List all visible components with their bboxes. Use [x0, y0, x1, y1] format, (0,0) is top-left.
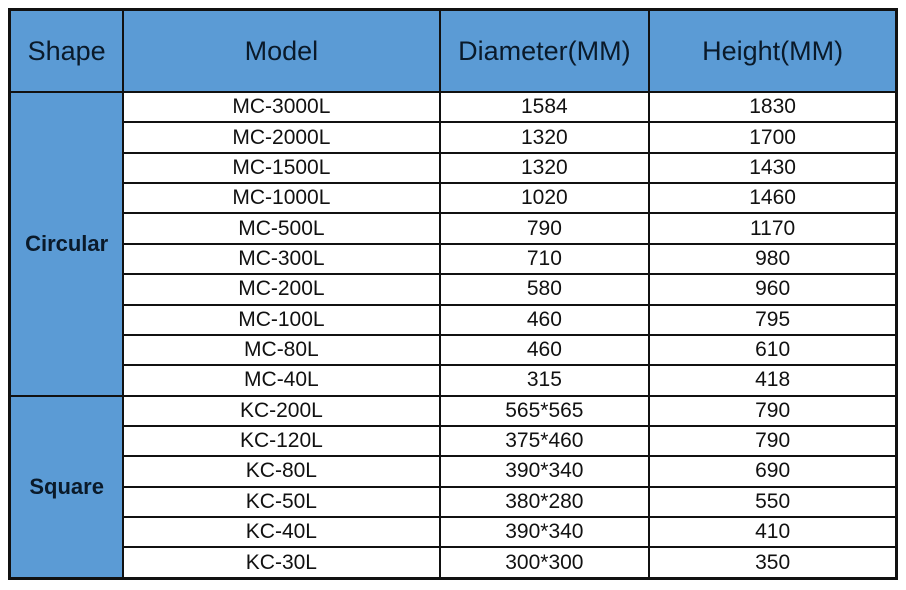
model-cell: MC-1500L [123, 153, 439, 183]
model-cell: MC-300L [123, 244, 439, 274]
table-row [10, 396, 897, 426]
table-row [10, 153, 897, 183]
table-row [10, 213, 897, 243]
height-cell: 1430 [649, 153, 896, 183]
shape-cell: Circular [10, 92, 124, 396]
diameter-cell: 380*280 [440, 487, 650, 517]
model-cell: MC-2000L [123, 122, 439, 152]
height-cell: 1830 [649, 92, 896, 122]
diameter-cell: 315 [440, 365, 650, 395]
diameter-cell: 375*460 [440, 426, 650, 456]
height-cell: 350 [649, 547, 896, 578]
table-row [10, 426, 897, 456]
height-cell: 1170 [649, 213, 896, 243]
diameter-cell: 390*340 [440, 456, 650, 486]
table-row [10, 122, 897, 152]
table-row [10, 335, 897, 365]
height-cell: 790 [649, 426, 896, 456]
header-height: Height(MM) [649, 10, 896, 93]
diameter-cell: 565*565 [440, 396, 650, 426]
model-cell: MC-40L [123, 365, 439, 395]
table-row [10, 305, 897, 335]
height-cell: 610 [649, 335, 896, 365]
height-cell: 410 [649, 517, 896, 547]
table-row [10, 547, 897, 578]
model-cell: KC-40L [123, 517, 439, 547]
height-cell: 790 [649, 396, 896, 426]
model-cell: KC-50L [123, 487, 439, 517]
height-cell: 1460 [649, 183, 896, 213]
model-cell: MC-500L [123, 213, 439, 243]
model-cell: KC-30L [123, 547, 439, 578]
height-cell: 960 [649, 274, 896, 304]
shape-cell: Square [10, 396, 124, 579]
header-model: Model [123, 10, 439, 93]
table-row [10, 274, 897, 304]
diameter-cell: 300*300 [440, 547, 650, 578]
table-row [10, 244, 897, 274]
table-row [10, 92, 897, 122]
diameter-cell: 710 [440, 244, 650, 274]
header-diameter: Diameter(MM) [440, 10, 650, 93]
table-row [10, 183, 897, 213]
model-cell: MC-80L [123, 335, 439, 365]
header-shape: Shape [10, 10, 124, 93]
table-row [10, 517, 897, 547]
table-row [10, 365, 897, 395]
diameter-cell: 1320 [440, 153, 650, 183]
model-cell: MC-1000L [123, 183, 439, 213]
diameter-cell: 460 [440, 305, 650, 335]
model-cell: MC-100L [123, 305, 439, 335]
diameter-cell: 580 [440, 274, 650, 304]
height-cell: 1700 [649, 122, 896, 152]
height-cell: 550 [649, 487, 896, 517]
height-cell: 980 [649, 244, 896, 274]
model-cell: KC-80L [123, 456, 439, 486]
height-cell: 690 [649, 456, 896, 486]
diameter-cell: 1584 [440, 92, 650, 122]
height-cell: 418 [649, 365, 896, 395]
model-cell: MC-200L [123, 274, 439, 304]
table-row [10, 456, 897, 486]
model-cell: KC-200L [123, 396, 439, 426]
diameter-cell: 1020 [440, 183, 650, 213]
model-cell: MC-3000L [123, 92, 439, 122]
header-row [10, 10, 897, 93]
diameter-cell: 460 [440, 335, 650, 365]
table-row [10, 487, 897, 517]
diameter-cell: 390*340 [440, 517, 650, 547]
model-cell: KC-120L [123, 426, 439, 456]
diameter-cell: 790 [440, 213, 650, 243]
diameter-cell: 1320 [440, 122, 650, 152]
height-cell: 795 [649, 305, 896, 335]
product-spec-table [8, 8, 898, 580]
